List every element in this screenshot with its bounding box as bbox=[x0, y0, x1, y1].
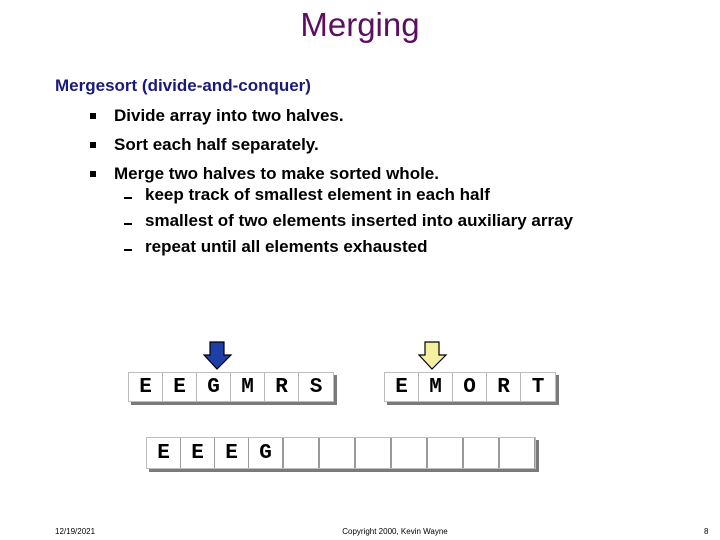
bullet-text: Divide array into two halves. bbox=[114, 106, 344, 125]
dash-bullet-icon bbox=[124, 197, 132, 199]
sub-bullet-item bbox=[118, 185, 573, 211]
sub-bullet-text: repeat until all elements exhausted bbox=[145, 237, 428, 256]
left-half-array bbox=[128, 372, 334, 402]
array-cell: M bbox=[419, 373, 453, 401]
square-bullet-icon bbox=[90, 171, 96, 177]
array-cell: E bbox=[385, 373, 419, 401]
slide-subtitle: Mergesort (divide-and-conquer) bbox=[55, 76, 311, 95]
empty-array-cell bbox=[355, 438, 391, 468]
array-cell: E bbox=[147, 438, 181, 468]
footer-date: 12/19/2021 bbox=[55, 527, 96, 536]
dash-bullet-icon bbox=[124, 223, 132, 225]
bullet-text: Merge two halves to make sorted whole. bbox=[114, 164, 439, 183]
right-half-array bbox=[384, 372, 556, 402]
array-cell: R bbox=[487, 373, 521, 401]
array-cell: E bbox=[215, 438, 249, 468]
empty-array-cell bbox=[319, 438, 355, 468]
array-cell: E bbox=[129, 373, 163, 401]
bullet-item bbox=[90, 106, 439, 132]
dash-bullet-icon bbox=[124, 249, 132, 251]
sub-bullet-list bbox=[118, 185, 573, 263]
right-arrow-shape bbox=[419, 342, 446, 369]
sub-bullet-item bbox=[118, 237, 573, 263]
array-cell: E bbox=[163, 373, 197, 401]
bullet-item bbox=[90, 135, 439, 161]
bullet-item bbox=[90, 164, 439, 186]
array-cell: S bbox=[299, 373, 333, 401]
empty-array-cell bbox=[463, 438, 499, 468]
right-pointer-arrow-icon bbox=[418, 341, 448, 371]
square-bullet-icon bbox=[90, 142, 96, 148]
empty-array-cell bbox=[283, 438, 319, 468]
square-bullet-icon bbox=[90, 113, 96, 119]
array-cell: M bbox=[231, 373, 265, 401]
empty-array-cell bbox=[391, 438, 427, 468]
array-cell: O bbox=[453, 373, 487, 401]
footer-page-number: 8 bbox=[704, 527, 709, 536]
empty-array-cell bbox=[499, 438, 535, 468]
sub-bullet-text: keep track of smallest element in each half bbox=[145, 185, 490, 204]
bullet-list bbox=[90, 106, 439, 186]
empty-array-cell bbox=[427, 438, 463, 468]
sub-bullet-item bbox=[118, 211, 573, 237]
array-cell: E bbox=[181, 438, 215, 468]
array-cell: G bbox=[197, 373, 231, 401]
footer-copyright: Copyright 2000, Kevin Wayne bbox=[342, 527, 448, 536]
auxiliary-array bbox=[146, 437, 536, 469]
slide-title: Merging bbox=[300, 6, 420, 43]
left-pointer-arrow-icon bbox=[203, 341, 233, 371]
array-cell: T bbox=[521, 373, 555, 401]
sub-bullet-text: smallest of two elements inserted into auxiliary array bbox=[145, 211, 573, 230]
array-cell: R bbox=[265, 373, 299, 401]
left-arrow-shape bbox=[204, 342, 231, 369]
array-cell: G bbox=[249, 438, 283, 468]
bullet-text: Sort each half separately. bbox=[114, 135, 319, 154]
